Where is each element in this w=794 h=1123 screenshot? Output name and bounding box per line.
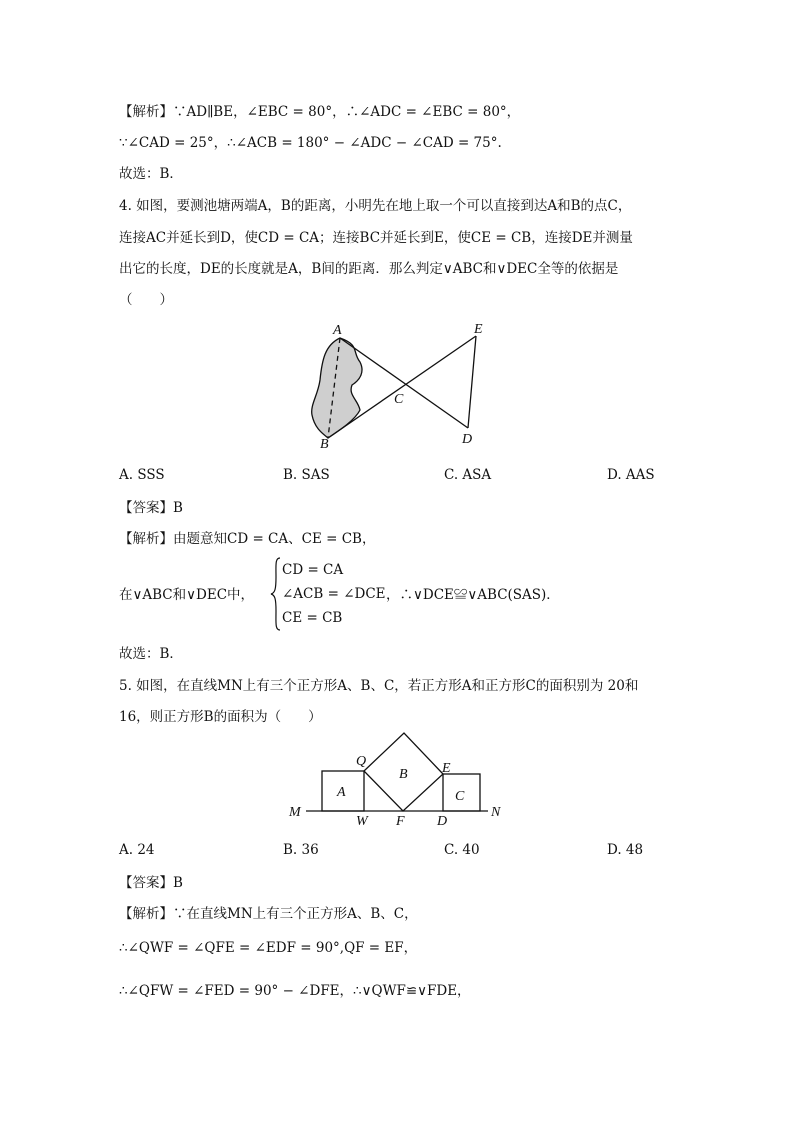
q4-option-b: B. SAS [283,467,330,483]
q5-option-c: C. 40 [444,842,480,858]
label-m: M [289,805,301,820]
brace-line-1: CD = CA [282,562,344,578]
question-4-line-2: 连接AC并延长到D，使CD = CA；连接BC并延长到E，使CE = CB，连接DE并测量 [119,230,633,246]
question-4-line-1: 4. 如图，要测池塘两端A，B的距离，小明先在地上取一个可以直接到达A和B的点C， [119,198,632,214]
q5-option-b: B. 36 [283,842,319,858]
analysis-4: 【解析】由题意知CD = CA、CE = CB， [119,531,376,547]
label-sq-c: C [455,789,465,804]
select-line: 故选：B． [119,166,183,182]
label-e5: E [442,761,451,776]
question-4-line-3: 出它的长度，DE的长度就是A，B间的距离．那么判定∨ABC和∨DEC全等的依据是 [119,261,619,277]
question-4-line-4: （ ） [119,292,173,308]
q5-option-d: D. 48 [607,842,644,858]
analysis-5-line-3: ∴∠QFW = ∠FED = 90° − ∠DFE，∴∨QWF≌∨FDE， [119,983,471,999]
segment-ad [340,338,468,428]
analysis-line-2: ∵∠CAD = 25°，∴∠ACB = 180° − ∠ADC − ∠CAD = 75°. [119,135,502,151]
brace-line-2: ∠ACB = ∠DCE [282,586,386,602]
label-a: A [333,323,342,338]
answer-5: 【答案】B [119,875,183,891]
label-e: E [474,322,483,337]
label-b: B [320,437,329,452]
q5-option-a: A. 24 [119,842,155,858]
question-5-line-1: 5. 如图，在直线MN上有三个正方形A、B、C，若正方形A和正方形C的面积别为 20和 [119,678,639,694]
label-w: W [356,814,368,829]
analysis-5-line-2: ∴∠QWF = ∠QFE = ∠EDF = 90°,QF = EF， [119,940,418,956]
answer-4: 【答案】B [119,500,183,516]
label-n: N [491,805,501,820]
q4-option-d: D. AAS [607,467,655,483]
label-d: D [462,432,473,447]
analysis-5-line-1: 【解析】∵在直线MN上有三个正方形A、B、C， [119,906,418,922]
q4-option-c: C. ASA [444,467,492,483]
label-c: C [394,392,404,407]
analysis-line-1: 【解析】∵AD∥BE，∠EBC = 80°，∴∠ADC = ∠EBC = 80°， [119,104,521,120]
label-sq-a: A [337,785,346,800]
segment-ed [468,336,476,428]
question-5-line-2: 16，则正方形B的面积为（ ） [119,709,322,725]
pond-shape [312,338,362,438]
select-4: 故选：B． [119,646,183,662]
brace-icon [270,557,282,631]
label-sq-b: B [399,767,408,782]
label-q: Q [356,754,367,769]
brace-line-3: CE = CB [282,610,343,626]
analysis-4-prefix: 在∨ABC和∨DEC中， [119,587,255,603]
label-f: F [396,814,405,829]
analysis-4-conclusion: ，∴∨DCE≌∨ABC(SAS)． [386,587,560,603]
q4-option-a: A. SSS [119,467,165,483]
label-d5: D [437,814,448,829]
